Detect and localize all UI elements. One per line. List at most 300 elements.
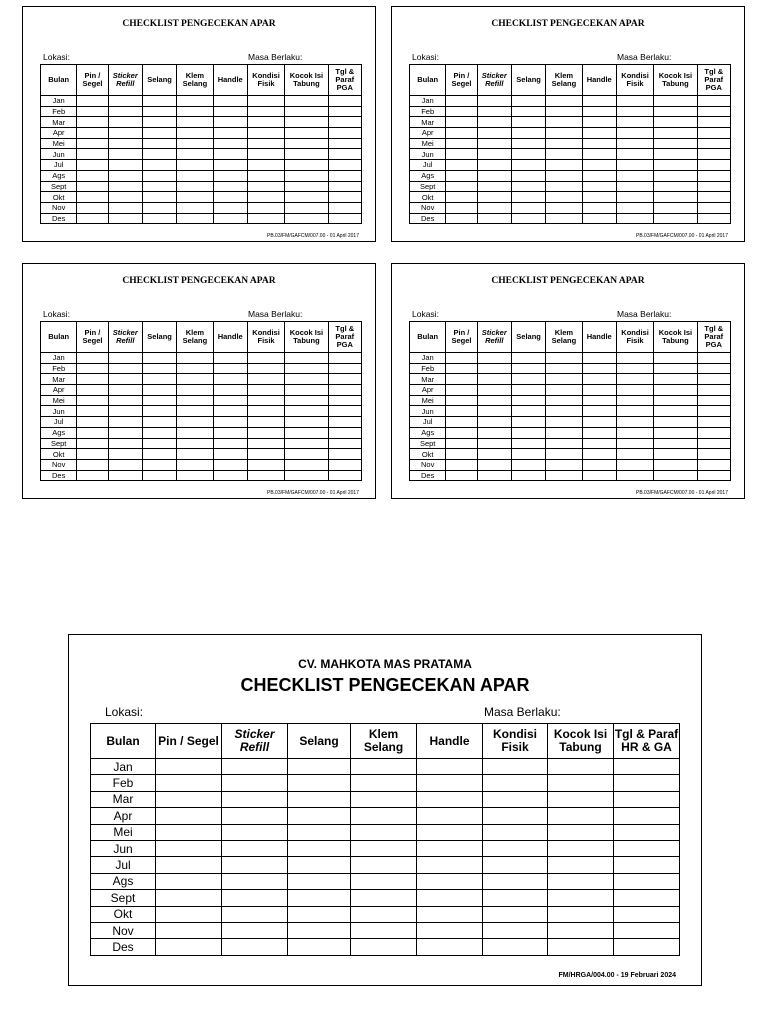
check-cell[interactable]: [108, 192, 142, 203]
check-cell[interactable]: [697, 406, 730, 417]
check-cell[interactable]: [582, 470, 616, 481]
check-cell[interactable]: [156, 808, 222, 824]
check-cell[interactable]: [616, 459, 653, 470]
check-cell[interactable]: [77, 128, 108, 139]
check-cell[interactable]: [77, 459, 108, 470]
check-cell[interactable]: [548, 906, 614, 922]
check-cell[interactable]: [417, 759, 483, 775]
check-cell[interactable]: [177, 149, 213, 160]
check-cell[interactable]: [77, 181, 108, 192]
check-cell[interactable]: [247, 449, 284, 460]
check-cell[interactable]: [417, 939, 483, 955]
check-cell[interactable]: [511, 160, 545, 171]
check-cell[interactable]: [351, 906, 417, 922]
check-cell[interactable]: [213, 427, 247, 438]
check-cell[interactable]: [546, 459, 582, 470]
check-cell[interactable]: [697, 427, 730, 438]
check-cell[interactable]: [654, 106, 697, 117]
check-cell[interactable]: [213, 202, 247, 213]
check-cell[interactable]: [247, 160, 284, 171]
check-cell[interactable]: [213, 170, 247, 181]
check-cell[interactable]: [177, 374, 213, 385]
check-cell[interactable]: [417, 873, 483, 889]
check-cell[interactable]: [616, 417, 653, 428]
check-cell[interactable]: [247, 202, 284, 213]
check-cell[interactable]: [142, 406, 176, 417]
check-cell[interactable]: [616, 374, 653, 385]
check-cell[interactable]: [142, 128, 176, 139]
check-cell[interactable]: [177, 213, 213, 224]
check-cell[interactable]: [616, 406, 653, 417]
check-cell[interactable]: [446, 181, 477, 192]
check-cell[interactable]: [616, 438, 653, 449]
check-cell[interactable]: [546, 417, 582, 428]
check-cell[interactable]: [546, 395, 582, 406]
check-cell[interactable]: [446, 438, 477, 449]
check-cell[interactable]: [654, 449, 697, 460]
check-cell[interactable]: [546, 385, 582, 396]
check-cell[interactable]: [616, 363, 653, 374]
check-cell[interactable]: [108, 170, 142, 181]
check-cell[interactable]: [285, 213, 328, 224]
check-cell[interactable]: [477, 353, 511, 364]
check-cell[interactable]: [697, 417, 730, 428]
check-cell[interactable]: [614, 890, 680, 906]
check-cell[interactable]: [548, 791, 614, 807]
check-cell[interactable]: [77, 406, 108, 417]
check-cell[interactable]: [247, 106, 284, 117]
check-cell[interactable]: [582, 374, 616, 385]
check-cell[interactable]: [285, 192, 328, 203]
check-cell[interactable]: [511, 138, 545, 149]
check-cell[interactable]: [477, 160, 511, 171]
check-cell[interactable]: [328, 117, 361, 128]
check-cell[interactable]: [108, 438, 142, 449]
check-cell[interactable]: [285, 117, 328, 128]
check-cell[interactable]: [351, 890, 417, 906]
check-cell[interactable]: [697, 459, 730, 470]
check-cell[interactable]: [614, 824, 680, 840]
check-cell[interactable]: [108, 406, 142, 417]
check-cell[interactable]: [247, 385, 284, 396]
check-cell[interactable]: [328, 395, 361, 406]
check-cell[interactable]: [108, 96, 142, 107]
check-cell[interactable]: [247, 117, 284, 128]
check-cell[interactable]: [351, 824, 417, 840]
check-cell[interactable]: [177, 192, 213, 203]
check-cell[interactable]: [546, 117, 582, 128]
check-cell[interactable]: [142, 363, 176, 374]
check-cell[interactable]: [108, 353, 142, 364]
check-cell[interactable]: [511, 96, 545, 107]
check-cell[interactable]: [222, 808, 288, 824]
check-cell[interactable]: [697, 449, 730, 460]
check-cell[interactable]: [614, 791, 680, 807]
check-cell[interactable]: [177, 96, 213, 107]
check-cell[interactable]: [288, 840, 351, 856]
check-cell[interactable]: [477, 406, 511, 417]
check-cell[interactable]: [328, 459, 361, 470]
check-cell[interactable]: [511, 106, 545, 117]
check-cell[interactable]: [483, 922, 548, 938]
check-cell[interactable]: [548, 808, 614, 824]
check-cell[interactable]: [511, 395, 545, 406]
check-cell[interactable]: [582, 459, 616, 470]
check-cell[interactable]: [582, 427, 616, 438]
check-cell[interactable]: [108, 363, 142, 374]
check-cell[interactable]: [288, 890, 351, 906]
check-cell[interactable]: [288, 857, 351, 873]
check-cell[interactable]: [446, 406, 477, 417]
check-cell[interactable]: [697, 192, 730, 203]
check-cell[interactable]: [177, 106, 213, 117]
check-cell[interactable]: [351, 857, 417, 873]
check-cell[interactable]: [582, 385, 616, 396]
check-cell[interactable]: [697, 470, 730, 481]
check-cell[interactable]: [582, 406, 616, 417]
check-cell[interactable]: [285, 138, 328, 149]
check-cell[interactable]: [548, 824, 614, 840]
check-cell[interactable]: [213, 117, 247, 128]
check-cell[interactable]: [177, 438, 213, 449]
check-cell[interactable]: [328, 385, 361, 396]
check-cell[interactable]: [285, 374, 328, 385]
check-cell[interactable]: [328, 438, 361, 449]
check-cell[interactable]: [546, 213, 582, 224]
check-cell[interactable]: [285, 181, 328, 192]
check-cell[interactable]: [616, 128, 653, 139]
check-cell[interactable]: [288, 922, 351, 938]
check-cell[interactable]: [417, 840, 483, 856]
check-cell[interactable]: [247, 181, 284, 192]
check-cell[interactable]: [546, 406, 582, 417]
check-cell[interactable]: [548, 759, 614, 775]
check-cell[interactable]: [483, 906, 548, 922]
check-cell[interactable]: [77, 213, 108, 224]
check-cell[interactable]: [328, 470, 361, 481]
check-cell[interactable]: [213, 353, 247, 364]
check-cell[interactable]: [483, 840, 548, 856]
check-cell[interactable]: [77, 170, 108, 181]
check-cell[interactable]: [213, 181, 247, 192]
check-cell[interactable]: [108, 181, 142, 192]
check-cell[interactable]: [511, 385, 545, 396]
check-cell[interactable]: [654, 363, 697, 374]
check-cell[interactable]: [616, 138, 653, 149]
check-cell[interactable]: [511, 470, 545, 481]
check-cell[interactable]: [697, 438, 730, 449]
check-cell[interactable]: [417, 922, 483, 938]
check-cell[interactable]: [477, 117, 511, 128]
check-cell[interactable]: [582, 128, 616, 139]
check-cell[interactable]: [222, 791, 288, 807]
check-cell[interactable]: [222, 939, 288, 955]
check-cell[interactable]: [616, 149, 653, 160]
check-cell[interactable]: [328, 160, 361, 171]
check-cell[interactable]: [247, 353, 284, 364]
check-cell[interactable]: [697, 149, 730, 160]
check-cell[interactable]: [213, 438, 247, 449]
check-cell[interactable]: [582, 213, 616, 224]
check-cell[interactable]: [446, 202, 477, 213]
check-cell[interactable]: [142, 438, 176, 449]
check-cell[interactable]: [477, 470, 511, 481]
check-cell[interactable]: [616, 427, 653, 438]
check-cell[interactable]: [654, 470, 697, 481]
check-cell[interactable]: [616, 160, 653, 171]
check-cell[interactable]: [247, 395, 284, 406]
check-cell[interactable]: [446, 213, 477, 224]
check-cell[interactable]: [654, 117, 697, 128]
check-cell[interactable]: [142, 149, 176, 160]
check-cell[interactable]: [511, 374, 545, 385]
check-cell[interactable]: [511, 363, 545, 374]
check-cell[interactable]: [222, 873, 288, 889]
check-cell[interactable]: [222, 857, 288, 873]
check-cell[interactable]: [351, 791, 417, 807]
check-cell[interactable]: [288, 824, 351, 840]
check-cell[interactable]: [247, 406, 284, 417]
check-cell[interactable]: [222, 922, 288, 938]
check-cell[interactable]: [142, 117, 176, 128]
check-cell[interactable]: [548, 922, 614, 938]
check-cell[interactable]: [446, 470, 477, 481]
check-cell[interactable]: [697, 117, 730, 128]
check-cell[interactable]: [177, 363, 213, 374]
check-cell[interactable]: [511, 406, 545, 417]
check-cell[interactable]: [222, 824, 288, 840]
check-cell[interactable]: [477, 459, 511, 470]
check-cell[interactable]: [108, 385, 142, 396]
check-cell[interactable]: [285, 96, 328, 107]
check-cell[interactable]: [108, 470, 142, 481]
check-cell[interactable]: [328, 353, 361, 364]
check-cell[interactable]: [156, 939, 222, 955]
check-cell[interactable]: [285, 353, 328, 364]
check-cell[interactable]: [477, 374, 511, 385]
check-cell[interactable]: [108, 202, 142, 213]
check-cell[interactable]: [213, 470, 247, 481]
check-cell[interactable]: [77, 385, 108, 396]
check-cell[interactable]: [477, 96, 511, 107]
check-cell[interactable]: [285, 106, 328, 117]
check-cell[interactable]: [142, 427, 176, 438]
check-cell[interactable]: [77, 374, 108, 385]
check-cell[interactable]: [614, 922, 680, 938]
check-cell[interactable]: [177, 202, 213, 213]
check-cell[interactable]: [654, 181, 697, 192]
check-cell[interactable]: [77, 438, 108, 449]
check-cell[interactable]: [77, 149, 108, 160]
check-cell[interactable]: [654, 395, 697, 406]
check-cell[interactable]: [654, 138, 697, 149]
check-cell[interactable]: [247, 427, 284, 438]
check-cell[interactable]: [697, 106, 730, 117]
check-cell[interactable]: [616, 106, 653, 117]
check-cell[interactable]: [446, 385, 477, 396]
check-cell[interactable]: [142, 181, 176, 192]
check-cell[interactable]: [446, 106, 477, 117]
check-cell[interactable]: [697, 353, 730, 364]
check-cell[interactable]: [77, 192, 108, 203]
check-cell[interactable]: [142, 470, 176, 481]
check-cell[interactable]: [511, 149, 545, 160]
check-cell[interactable]: [654, 213, 697, 224]
check-cell[interactable]: [213, 160, 247, 171]
check-cell[interactable]: [697, 138, 730, 149]
check-cell[interactable]: [446, 149, 477, 160]
check-cell[interactable]: [582, 202, 616, 213]
check-cell[interactable]: [546, 470, 582, 481]
check-cell[interactable]: [654, 438, 697, 449]
check-cell[interactable]: [697, 181, 730, 192]
check-cell[interactable]: [247, 417, 284, 428]
check-cell[interactable]: [616, 385, 653, 396]
check-cell[interactable]: [511, 213, 545, 224]
check-cell[interactable]: [546, 353, 582, 364]
check-cell[interactable]: [697, 213, 730, 224]
check-cell[interactable]: [213, 374, 247, 385]
check-cell[interactable]: [156, 791, 222, 807]
check-cell[interactable]: [548, 857, 614, 873]
check-cell[interactable]: [247, 213, 284, 224]
check-cell[interactable]: [548, 840, 614, 856]
check-cell[interactable]: [446, 449, 477, 460]
check-cell[interactable]: [156, 922, 222, 938]
check-cell[interactable]: [213, 449, 247, 460]
check-cell[interactable]: [247, 459, 284, 470]
check-cell[interactable]: [285, 202, 328, 213]
check-cell[interactable]: [697, 385, 730, 396]
check-cell[interactable]: [417, 906, 483, 922]
check-cell[interactable]: [697, 170, 730, 181]
check-cell[interactable]: [247, 128, 284, 139]
check-cell[interactable]: [511, 192, 545, 203]
check-cell[interactable]: [247, 470, 284, 481]
check-cell[interactable]: [511, 128, 545, 139]
check-cell[interactable]: [654, 128, 697, 139]
check-cell[interactable]: [142, 202, 176, 213]
check-cell[interactable]: [328, 427, 361, 438]
check-cell[interactable]: [142, 385, 176, 396]
check-cell[interactable]: [177, 449, 213, 460]
check-cell[interactable]: [142, 374, 176, 385]
check-cell[interactable]: [477, 417, 511, 428]
check-cell[interactable]: [616, 202, 653, 213]
check-cell[interactable]: [511, 427, 545, 438]
check-cell[interactable]: [213, 406, 247, 417]
check-cell[interactable]: [546, 138, 582, 149]
check-cell[interactable]: [328, 149, 361, 160]
check-cell[interactable]: [247, 438, 284, 449]
check-cell[interactable]: [483, 873, 548, 889]
check-cell[interactable]: [285, 385, 328, 396]
check-cell[interactable]: [247, 374, 284, 385]
check-cell[interactable]: [614, 939, 680, 955]
check-cell[interactable]: [288, 873, 351, 889]
check-cell[interactable]: [285, 128, 328, 139]
check-cell[interactable]: [614, 840, 680, 856]
check-cell[interactable]: [285, 459, 328, 470]
check-cell[interactable]: [546, 438, 582, 449]
check-cell[interactable]: [328, 128, 361, 139]
check-cell[interactable]: [142, 106, 176, 117]
check-cell[interactable]: [446, 192, 477, 203]
check-cell[interactable]: [417, 791, 483, 807]
check-cell[interactable]: [328, 406, 361, 417]
check-cell[interactable]: [477, 181, 511, 192]
check-cell[interactable]: [446, 417, 477, 428]
check-cell[interactable]: [582, 363, 616, 374]
check-cell[interactable]: [142, 192, 176, 203]
check-cell[interactable]: [446, 459, 477, 470]
check-cell[interactable]: [213, 149, 247, 160]
check-cell[interactable]: [582, 449, 616, 460]
check-cell[interactable]: [247, 170, 284, 181]
check-cell[interactable]: [177, 160, 213, 171]
check-cell[interactable]: [177, 406, 213, 417]
check-cell[interactable]: [247, 96, 284, 107]
check-cell[interactable]: [285, 417, 328, 428]
check-cell[interactable]: [546, 202, 582, 213]
check-cell[interactable]: [654, 417, 697, 428]
check-cell[interactable]: [477, 170, 511, 181]
check-cell[interactable]: [417, 808, 483, 824]
check-cell[interactable]: [697, 160, 730, 171]
check-cell[interactable]: [446, 363, 477, 374]
check-cell[interactable]: [288, 775, 351, 791]
check-cell[interactable]: [546, 363, 582, 374]
check-cell[interactable]: [477, 128, 511, 139]
check-cell[interactable]: [222, 890, 288, 906]
check-cell[interactable]: [142, 459, 176, 470]
check-cell[interactable]: [477, 149, 511, 160]
check-cell[interactable]: [697, 374, 730, 385]
check-cell[interactable]: [177, 138, 213, 149]
check-cell[interactable]: [582, 353, 616, 364]
check-cell[interactable]: [247, 149, 284, 160]
check-cell[interactable]: [351, 939, 417, 955]
check-cell[interactable]: [213, 96, 247, 107]
check-cell[interactable]: [446, 427, 477, 438]
check-cell[interactable]: [697, 128, 730, 139]
check-cell[interactable]: [77, 106, 108, 117]
check-cell[interactable]: [285, 406, 328, 417]
check-cell[interactable]: [213, 395, 247, 406]
check-cell[interactable]: [446, 395, 477, 406]
check-cell[interactable]: [142, 160, 176, 171]
check-cell[interactable]: [546, 427, 582, 438]
check-cell[interactable]: [614, 873, 680, 889]
check-cell[interactable]: [511, 449, 545, 460]
check-cell[interactable]: [285, 470, 328, 481]
check-cell[interactable]: [417, 890, 483, 906]
check-cell[interactable]: [351, 808, 417, 824]
check-cell[interactable]: [177, 128, 213, 139]
check-cell[interactable]: [177, 395, 213, 406]
check-cell[interactable]: [511, 417, 545, 428]
check-cell[interactable]: [546, 149, 582, 160]
check-cell[interactable]: [328, 213, 361, 224]
check-cell[interactable]: [222, 759, 288, 775]
check-cell[interactable]: [511, 459, 545, 470]
check-cell[interactable]: [142, 138, 176, 149]
check-cell[interactable]: [142, 96, 176, 107]
check-cell[interactable]: [616, 96, 653, 107]
check-cell[interactable]: [477, 449, 511, 460]
check-cell[interactable]: [546, 192, 582, 203]
check-cell[interactable]: [288, 808, 351, 824]
